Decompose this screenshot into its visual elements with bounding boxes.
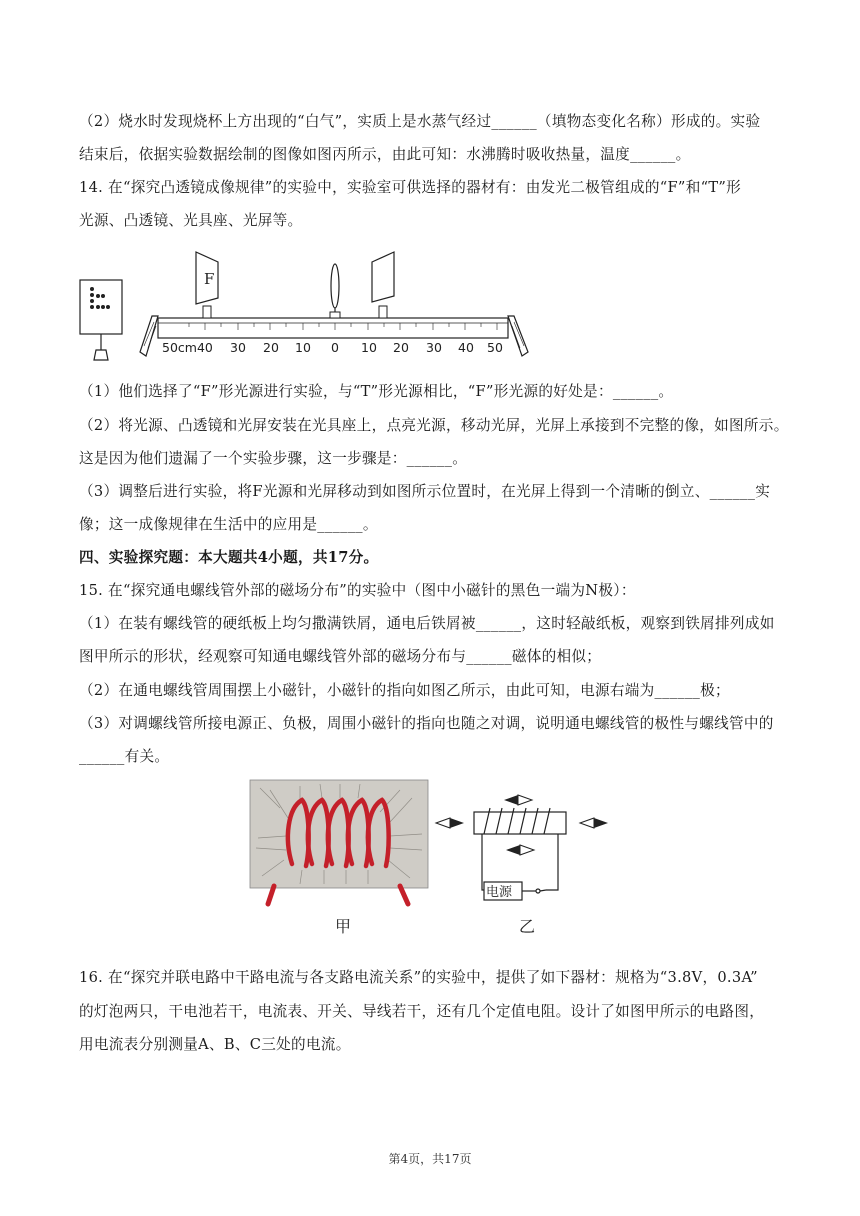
light-screen-left (80, 280, 122, 360)
text-line: 像；这一成像规律在生活中的应用是______。 (79, 516, 378, 533)
ruler-label: 10 (295, 340, 311, 355)
ruler-label: 50 (487, 340, 503, 355)
ruler-labels (162, 340, 503, 355)
ruler-label: 50cm40 (162, 340, 213, 355)
text-line: 结束后，依据实验数据绘制的图像如图丙所示，由此可知：水沸腾时吸收热量，温度______。 (79, 146, 691, 163)
question-15: 15. 在“探究通电螺线管外部的磁场分布”的实验中（图中小磁针的黑色一端为N极）： (79, 582, 636, 599)
caption-yi: 乙 (519, 917, 536, 936)
text-line: 用电流表分别测量A、B、C三处的电流。 (79, 1036, 351, 1053)
ruler-label: 0 (331, 340, 339, 355)
text-line: 这是因为他们遗漏了一个实验步骤，这一步骤是：______。 (79, 450, 468, 467)
solenoid-figures (240, 778, 620, 938)
light-screen (372, 252, 394, 318)
text-line: （1）在装有螺线管的硬纸板上均匀撒满铁屑，通电后铁屑被______，这时轻敲纸板，观察到铁屑排列成如 (79, 615, 775, 632)
text-line: （2）在通电螺线管周围摆上小磁针，小磁针的指向如图乙所示，由此可知，电源右端为______极； (79, 682, 730, 699)
iron-filings-photo (250, 780, 428, 904)
text-line: （2）将光源、凸透镜和光屏安装在光具座上，点亮光源，移动光屏，光屏上承接到不完整的像，如图所示。 (79, 417, 789, 434)
convex-lens (330, 264, 340, 318)
ruler-label: 30 (230, 340, 246, 355)
text-line: （3）调整后进行实验，将F光源和光屏移动到如图所示位置时，在光屏上得到一个清晰的倒立、______实 (79, 483, 771, 500)
page-footer: 第4页，共17页 (388, 1152, 472, 1166)
ruler-label: 20 (393, 340, 409, 355)
ruler-label: 20 (263, 340, 279, 355)
caption-jia: 甲 (335, 917, 352, 936)
compass-needle-left (436, 818, 464, 828)
text-line: 的灯泡两只，干电池若干，电流表、开关、导线若干，还有几个定值电阻。设计了如图甲所示的电路图， (79, 1003, 765, 1020)
question-14: 14. 在“探究凸透镜成像规律”的实验中，实验室可供选择的器材有：由发光二极管组成的“F”和“T”形 (79, 179, 742, 196)
optical-bench-figure (76, 246, 536, 366)
question-16: 16. 在“探究并联电路中干路电流与各支路电流关系”的实验中，提供了如下器材：规格为“3.8V，0.3A” (79, 969, 758, 986)
section-heading: 四、实验探究题：本大题共4小题，共17分。 (79, 549, 379, 566)
compass-needle-top (504, 795, 532, 805)
power-source-label: 电源 (486, 885, 513, 900)
text-line: ______有关。 (79, 748, 170, 765)
compass-needle-middle (506, 845, 534, 855)
compass-needle-right (580, 818, 608, 828)
ruler-label: 40 (458, 340, 474, 355)
text-line: （3）对调螺线管所接电源正、负极，周围小磁针的指向也随之对调，说明通电螺线管的极性与螺线管中的 (79, 715, 774, 732)
ruler-label: 10 (361, 340, 377, 355)
text-line: 光源、凸透镜、光具座、光屏等。 (79, 212, 303, 229)
text-line: （1）他们选择了“F”形光源进行实验，与“T”形光源相比，“F”形光源的好处是：______。 (79, 383, 674, 400)
text-line: （2）烧水时发现烧杯上方出现的“白气”，实质上是水蒸气经过______（填物态变化名称）形成的。实验 (79, 113, 761, 130)
text-line: 图甲所示的形状，经观察可知通电螺线管外部的磁场分布与______磁体的相似； (79, 648, 602, 665)
f-source-label: F (204, 270, 215, 288)
ruler-label: 30 (426, 340, 442, 355)
